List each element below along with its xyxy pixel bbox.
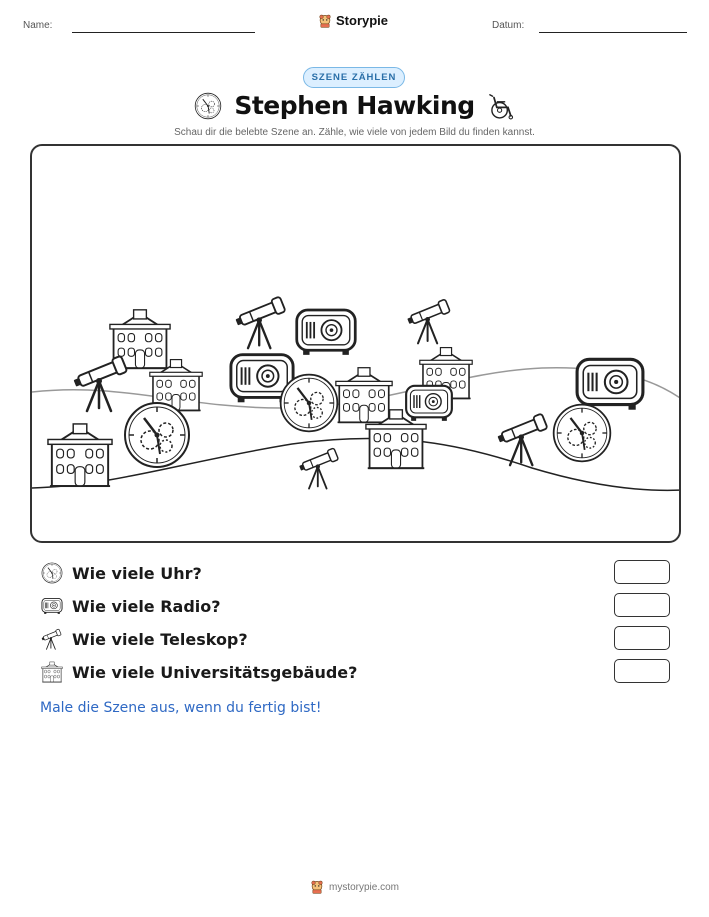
name-label: Name: (23, 20, 53, 31)
radio (406, 386, 452, 421)
clock (554, 405, 611, 462)
scene-illustration (32, 146, 681, 543)
university-icon (40, 660, 64, 684)
university-building (336, 368, 392, 423)
date-line[interactable] (539, 32, 687, 33)
telescope (234, 296, 286, 348)
answer-box-university[interactable] (614, 659, 670, 683)
telescope (406, 299, 450, 343)
coloring-hint: Male die Szene aus, wenn du fertig bist! (40, 700, 322, 716)
storypie-logo-icon (318, 14, 332, 28)
university-building (48, 424, 112, 486)
page-title: Stephen Hawking (234, 91, 475, 120)
radio (297, 310, 356, 355)
question-text: Wie viele Radio? (72, 596, 221, 616)
telescope (496, 413, 548, 465)
name-line[interactable] (72, 32, 255, 33)
counting-scene (30, 144, 681, 543)
footer (0, 880, 709, 894)
brand-logo (318, 13, 388, 28)
telescope-icon (40, 627, 64, 651)
answer-box-clock[interactable] (614, 560, 670, 584)
question-telescope (40, 626, 670, 652)
question-university (40, 659, 670, 685)
wheelchair-icon (487, 92, 515, 120)
clock (125, 403, 189, 467)
footer-url[interactable]: mystorypie.com (328, 881, 399, 893)
clock-icon (194, 92, 222, 120)
question-text: Wie viele Uhr? (72, 563, 202, 583)
instructions: Schau dir die belebte Szene an. Zähle, wie viele von jedem Bild du finden kannst. (174, 127, 535, 138)
radio (577, 359, 643, 409)
answer-box-radio[interactable] (614, 593, 670, 617)
question-text: Wie viele Universitätsgebäude? (72, 662, 358, 682)
telescope (298, 448, 339, 489)
radio-icon (40, 594, 64, 618)
category-badge: SZENE ZÄHLEN (303, 67, 405, 88)
date-label: Datum: (492, 20, 525, 31)
clock-icon (40, 561, 64, 585)
storypie-logo-icon (310, 880, 324, 894)
question-text: Wie viele Teleskop? (72, 629, 248, 649)
telescope (72, 356, 128, 411)
clock (281, 375, 338, 432)
question-clock (40, 560, 670, 586)
title-row (0, 91, 709, 120)
question-radio (40, 593, 670, 619)
brand-name: Storypie (336, 13, 389, 28)
answer-box-telescope[interactable] (614, 626, 670, 650)
